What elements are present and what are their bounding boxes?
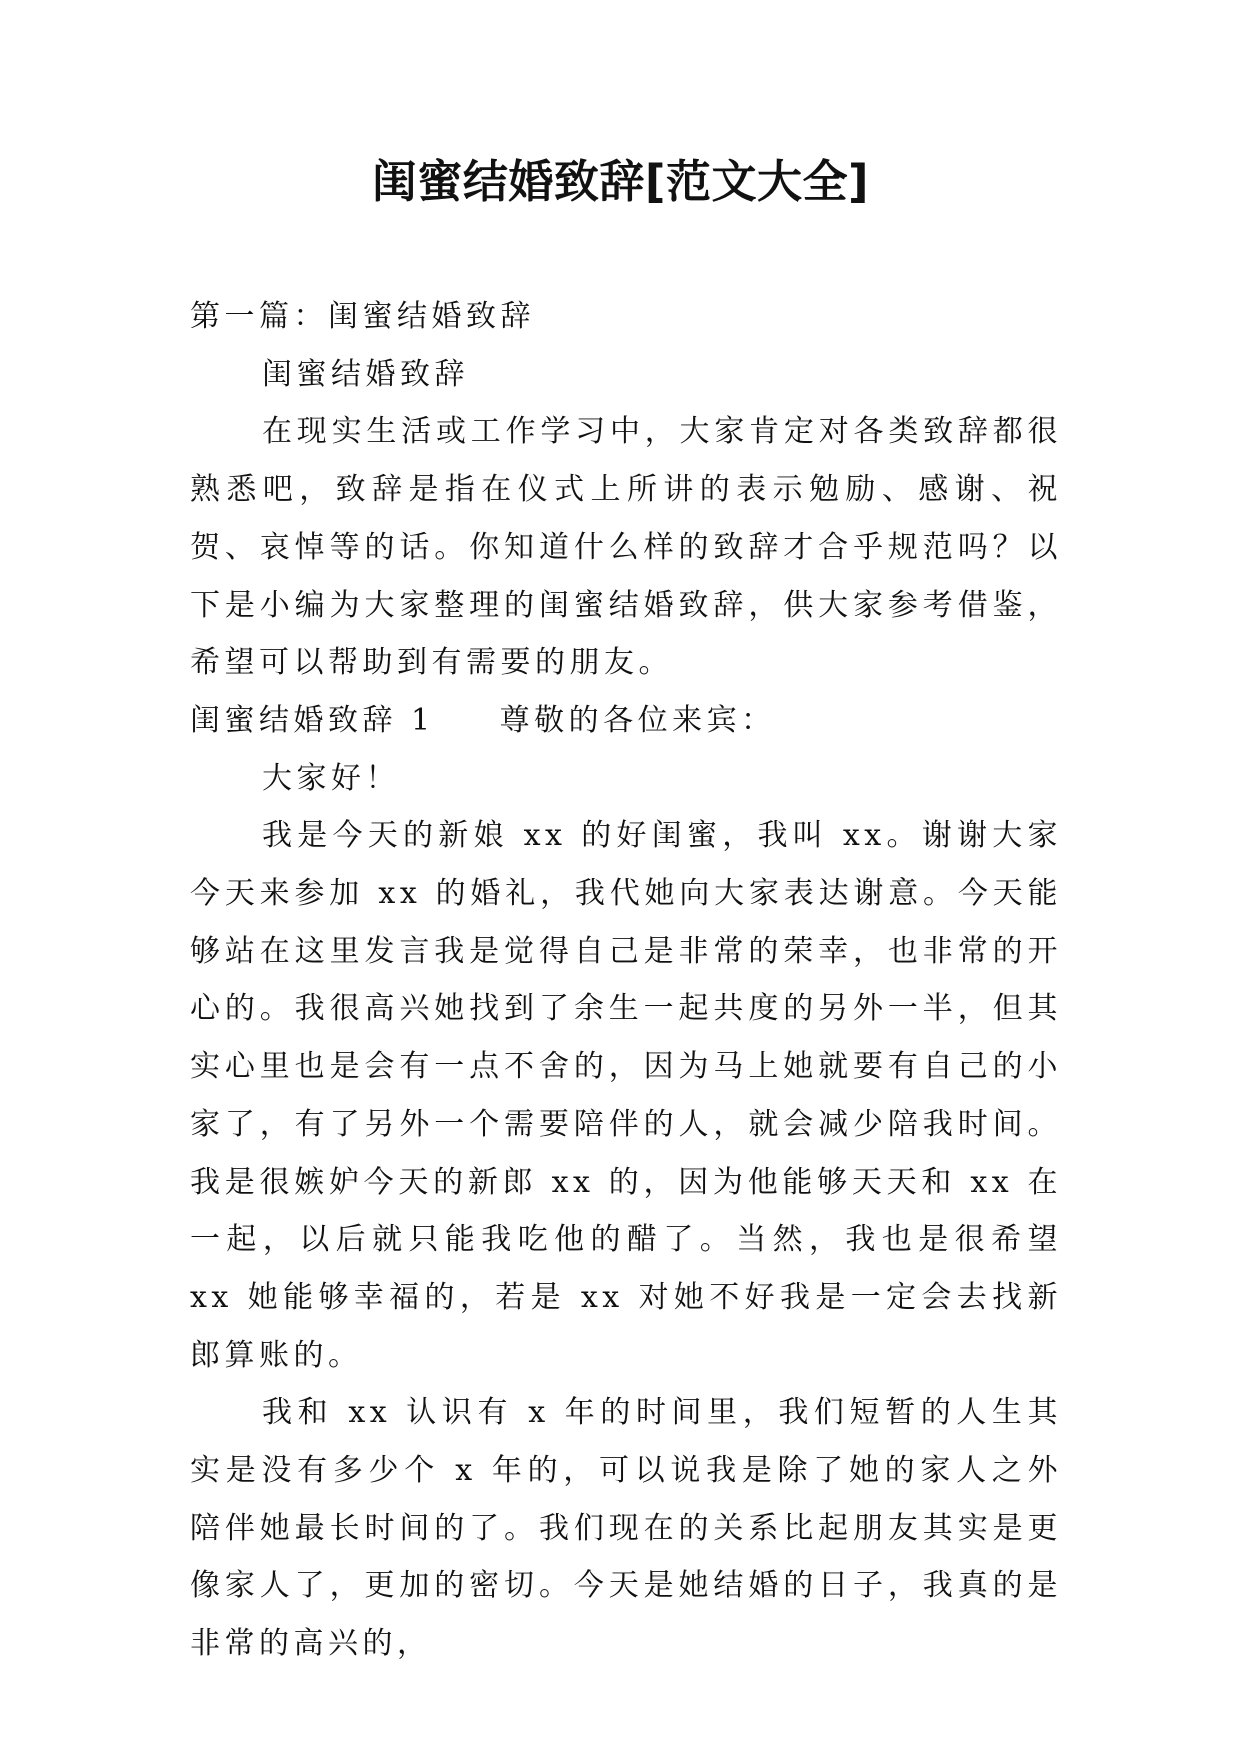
- document-title: 闺蜜结婚致辞[范文大全]: [371, 155, 870, 208]
- intro-paragraph: 在现实生活或工作学习中，大家肯定对各类致辞都很熟悉吧，致辞是指在仪式上所讲的表示勉励、感谢、祝贺、哀悼等的话。你知道什么样的致辞才合乎规范吗？以下是小编为大家整理的闺蜜结婚致辞，供大家参考借鉴，希望可以帮助到有需要的朋友。: [190, 414, 1062, 681]
- speech-paragraph-1: 我是今天的新娘 xx 的好闺蜜，我叫 xx。谢谢大家今天来参加 xx 的婚礼，我代她向大家表达谢意。今天能够站在这里发言我是觉得自己是非常的荣幸，也非常的开心的。我很高兴她找到了余生一起共度的另外一半，但其实心里也是会有一点不舍的，因为马上她就要有自己的小家了，有了另外一个需要陪伴的人，就会减少陪我时间。我是很嫉妒今天的新郎 xx 的，因为他能够天天和 xx 在一起，以后就只能我吃他的醋了。当然，我也是很希望 xx 她能够幸福的，若是 xx 对她不好我是一定会去找新郎算账的。: [190, 818, 1062, 1373]
- section-subtitle: 闺蜜结婚致辞: [262, 356, 469, 392]
- greeting-line: 大家好！: [262, 760, 400, 796]
- part-heading: 第一篇：闺蜜结婚致辞: [190, 299, 535, 334]
- speech-label: 闺蜜结婚致辞 1: [190, 702, 435, 738]
- speech-paragraph-2: 我和 xx 认识有 x 年的时间里，我们短暂的人生其实是没有多少个 x 年的，可以说我是除了她的家人之外陪伴她最长时间的了。我们现在的关系比起朋友其实是更像家人了，更加的密切。今天是她结婚的日子，我真的是非常的高兴的，: [190, 1395, 1062, 1662]
- speech-salutation: 尊敬的各位来宾：: [499, 702, 776, 738]
- document-body: [190, 288, 1062, 1673]
- speech-heading-line: [190, 692, 1062, 750]
